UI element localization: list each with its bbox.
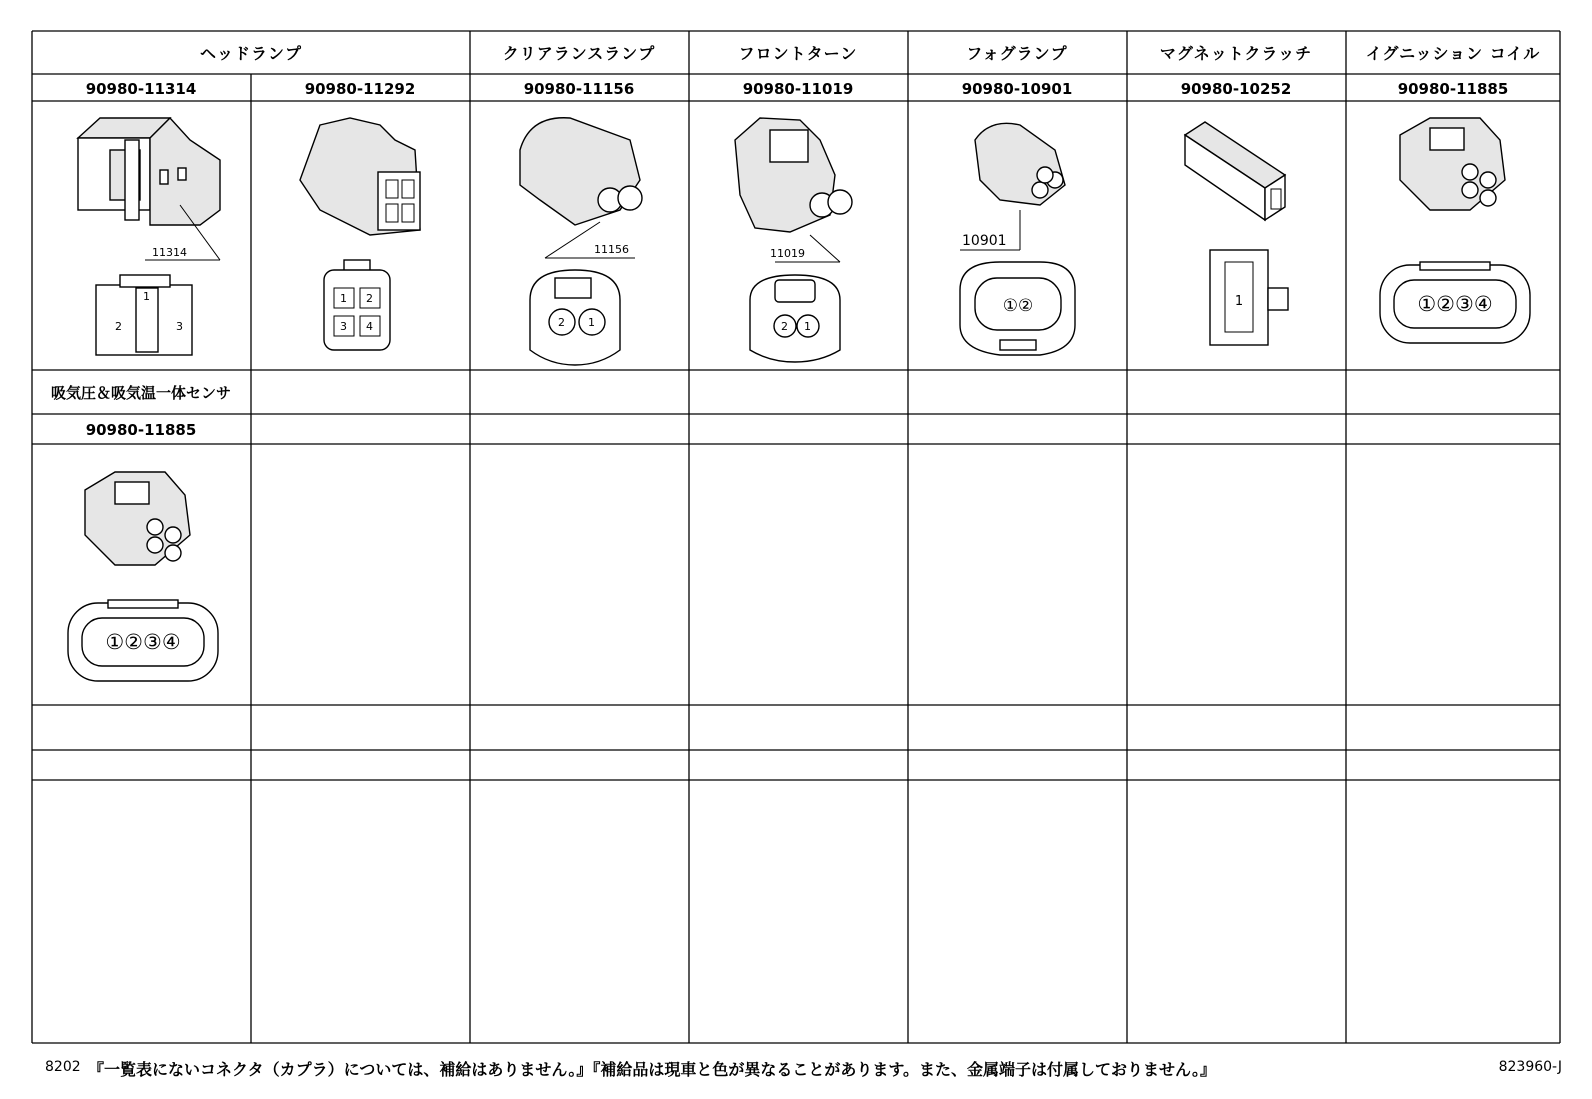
category-fog-lamp: フォグランプ [966, 44, 1068, 63]
pin-label: 2 [781, 320, 788, 333]
pin-label: 1 [143, 290, 150, 303]
footer-note: 『一覧表にないコネクタ（カプラ）については、補給はありません。』『補給品は現車と色が異なることがあります。また、金属端子は付属しておりません。』 [88, 1060, 1217, 1079]
callout-label: 11314 [152, 246, 187, 259]
footer-code: 8202 [45, 1059, 81, 1075]
pin-label: 3 [176, 320, 183, 333]
category-magnet-clutch: マグネットクラッチ [1159, 44, 1313, 63]
connector-illustration-10901 [960, 123, 1075, 355]
pin-label: 2 [558, 316, 565, 329]
pin-label: ①②③④ [105, 630, 181, 654]
category-clearance-lamp: クリアランスランプ [502, 44, 656, 63]
part-number: 90980-11292 [304, 80, 416, 98]
connector-illustration-11314 [78, 118, 220, 355]
part-number: 90980-11314 [85, 80, 197, 98]
pin-label: 1 [588, 316, 595, 329]
pin-label: 2 [115, 320, 122, 333]
connector-illustration-11885 [1380, 118, 1530, 343]
pin-label: ①② [1002, 296, 1034, 316]
pin-label: 1 [340, 292, 347, 305]
part-number: 90980-11156 [523, 80, 635, 98]
connector-illustration-11292 [300, 118, 420, 350]
callout-label: 11156 [594, 243, 629, 256]
callout-label: 10901 [962, 233, 1007, 249]
part-number: 90980-10901 [961, 80, 1073, 98]
connector-illustration-11885-sensor [68, 472, 218, 681]
category-map-iat-sensor: 吸気圧＆吸気温一体センサ [50, 384, 232, 402]
part-number: 90980-11019 [742, 80, 854, 98]
part-number: 90980-11885 [85, 421, 197, 439]
pin-label: 1 [1234, 294, 1244, 309]
category-ignition-coil: イグニッション コイル [1365, 44, 1541, 63]
pin-label: 1 [804, 320, 811, 333]
part-number: 90980-11885 [1397, 80, 1509, 98]
category-front-turn: フロントターン [738, 44, 858, 63]
connector-illustration-10252 [1185, 122, 1288, 345]
category-headlamp: ヘッドランプ [199, 44, 303, 63]
pin-label: 4 [366, 320, 373, 333]
pin-label: ①②③④ [1417, 292, 1493, 316]
footer-ref: 823960-J [1498, 1059, 1562, 1075]
connector-illustration-11019 [735, 118, 852, 362]
pin-label: 3 [340, 320, 347, 333]
callout-label: 11019 [770, 247, 805, 260]
pin-label: 2 [366, 292, 373, 305]
connector-illustration-11156 [520, 118, 642, 365]
part-number: 90980-10252 [1180, 80, 1292, 98]
